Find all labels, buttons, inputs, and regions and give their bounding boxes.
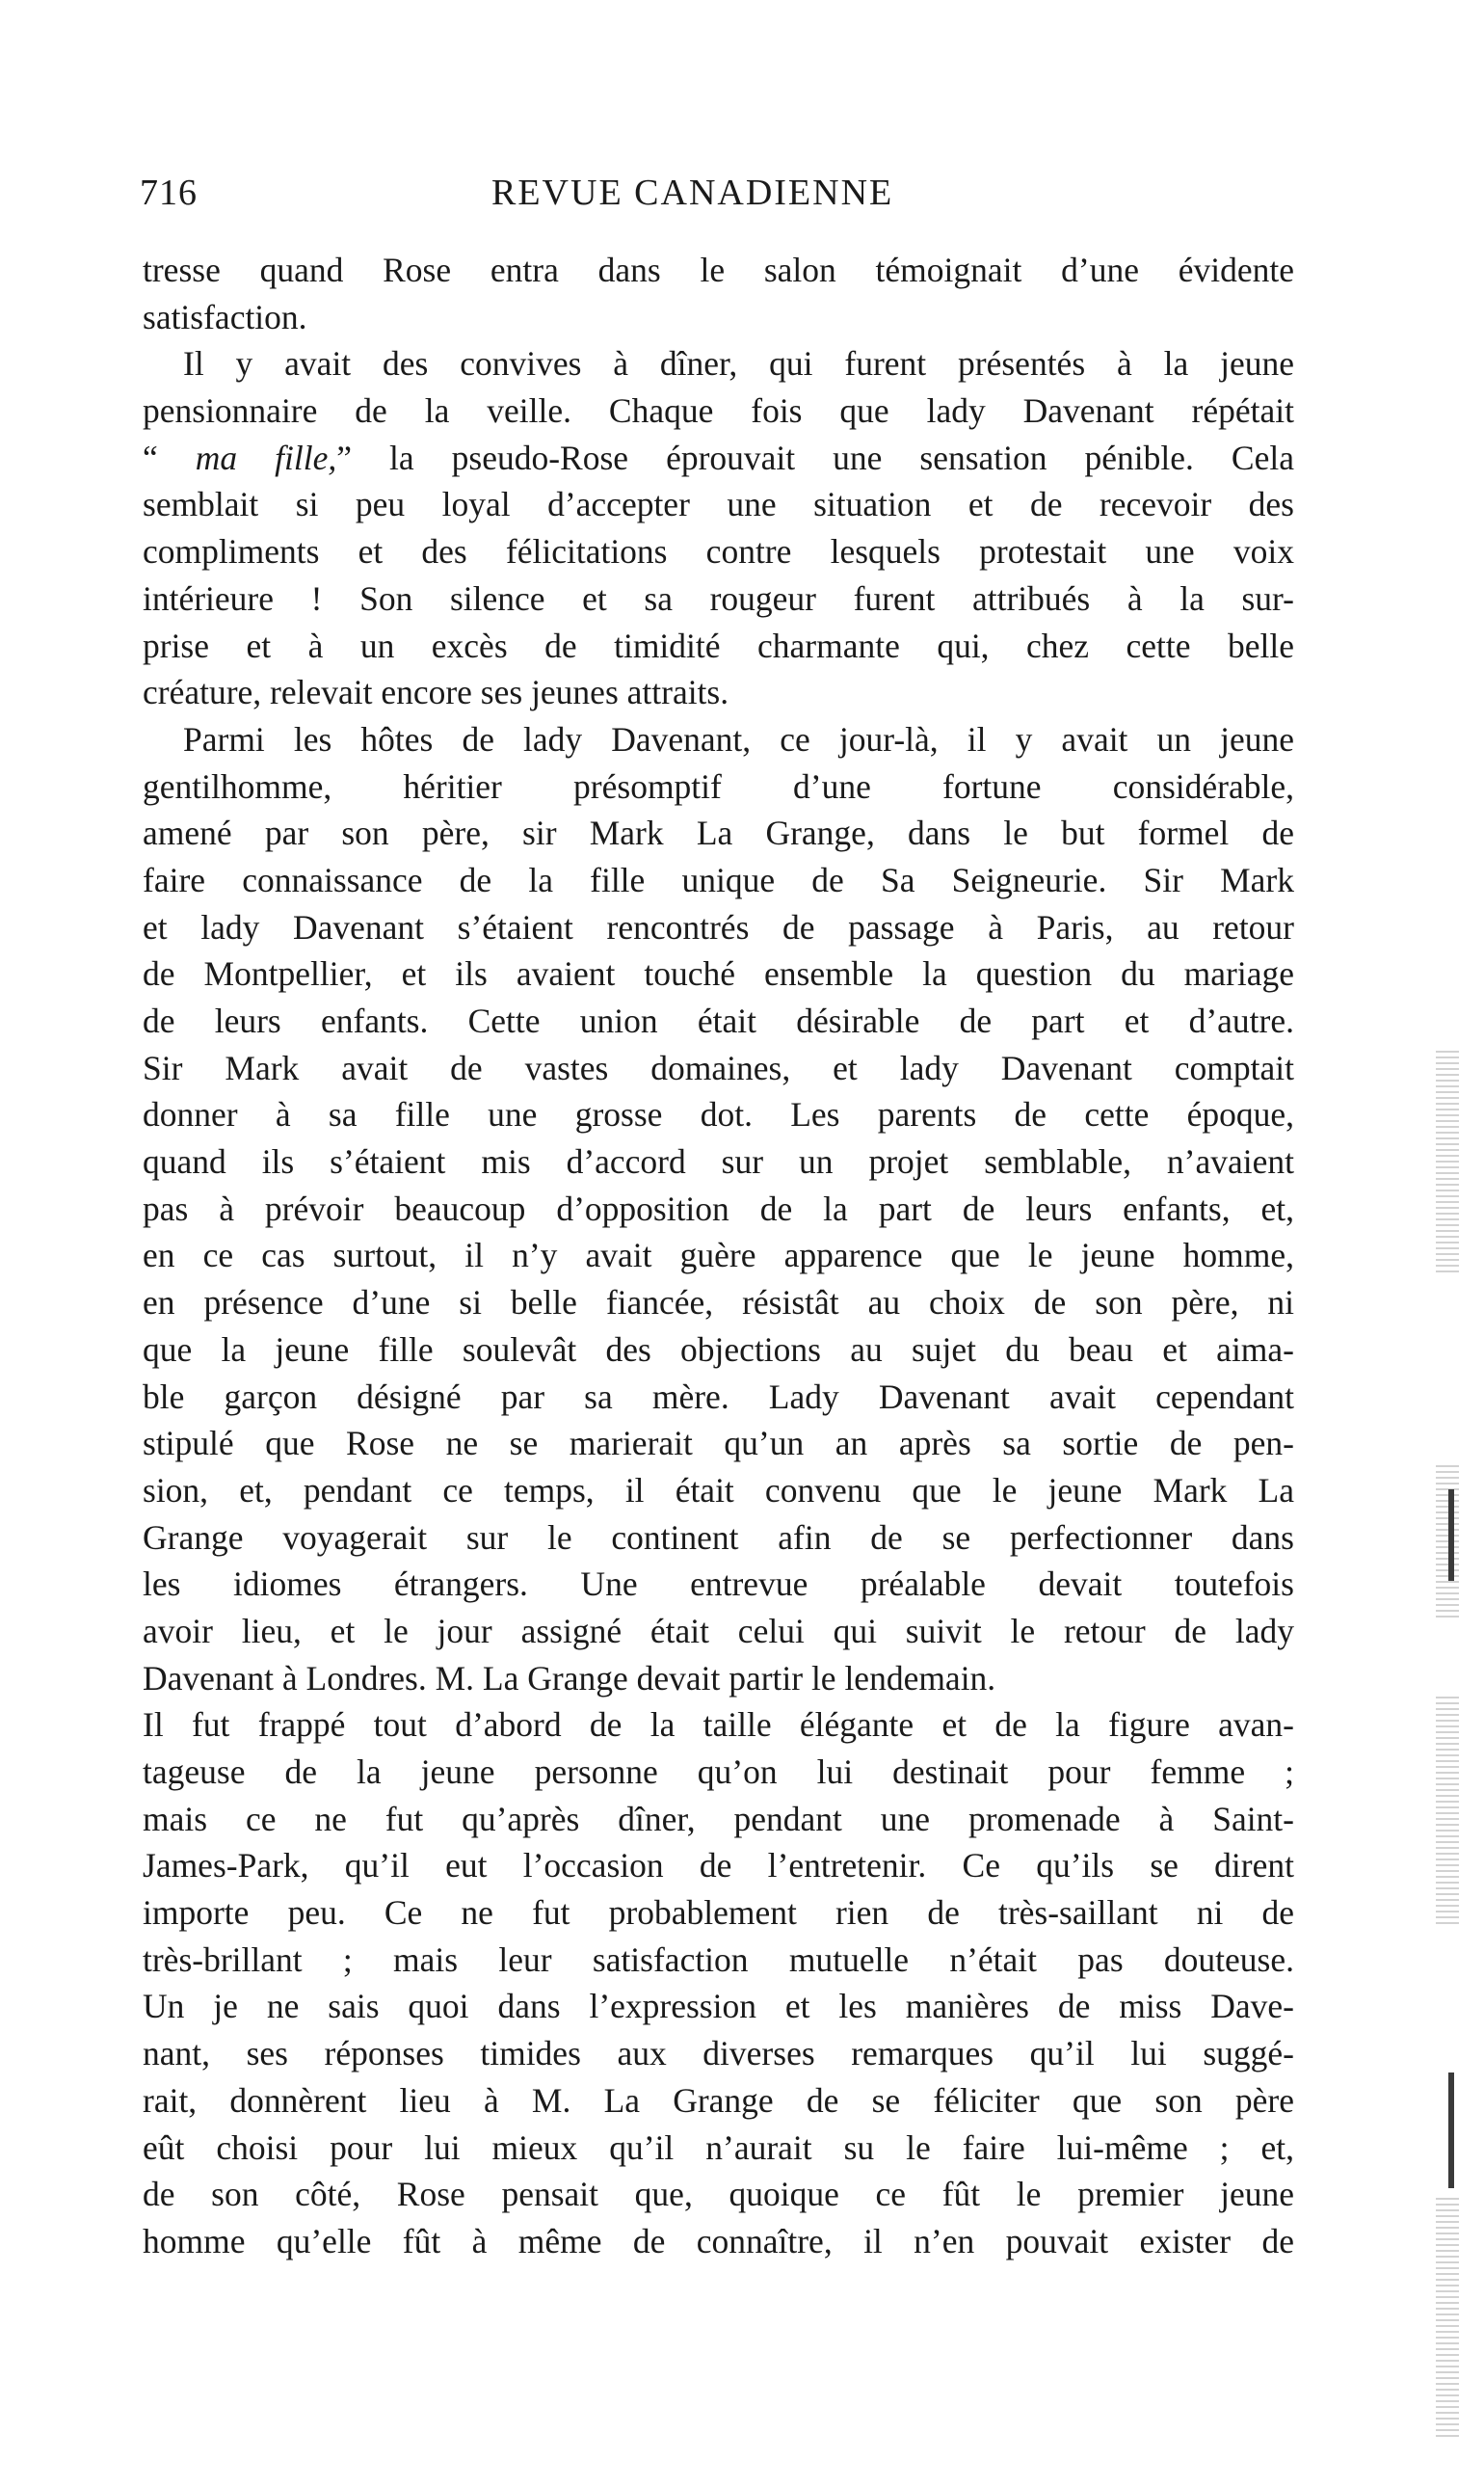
line-text: de Montpellier, et ils avaient touché ensemble la question du mariage [143, 954, 1294, 994]
text-line [143, 1091, 1294, 1138]
page-number: 716 [140, 173, 198, 213]
text-line [143, 340, 1294, 388]
line-text: pas à prévoir beaucoup d’opposition de la part de leurs enfants, et, [143, 1189, 1294, 1228]
line-text: ble garçon désigné par sa mère. Lady Davenant avait cependant [143, 1377, 1294, 1416]
text-line [143, 1420, 1294, 1467]
text-line [143, 1701, 1294, 1749]
text-line [143, 2171, 1294, 2218]
scan-artifact [1436, 1697, 1459, 1928]
line-text: satisfaction. [143, 297, 307, 336]
text-line [143, 1937, 1294, 1984]
line-text: de leurs enfants. Cette union était désirable de part et d’autre. [143, 1002, 1294, 1040]
line-text: créature, relevait encore ses jeunes attraits. [143, 673, 729, 712]
text-line [143, 575, 1294, 623]
text-line [143, 435, 1294, 482]
line-text: James-Park, qu’il eut l’occasion de l’entretenir. Ce qu’ils se dirent [143, 1846, 1294, 1885]
line-text: tageuse de la jeune personne qu’on lui destinait pour femme ; [143, 1752, 1294, 1791]
line-text: stipulé que Rose ne se marierait qu’un an après sa sortie de pen- [143, 1424, 1294, 1463]
text-line [143, 763, 1294, 811]
line-text: donner à sa fille une grosse dot. Les parents de cette époque, [143, 1095, 1294, 1135]
line-text: Grange voyagerait sur le continent afin de se perfectionner dans [143, 1517, 1294, 1557]
text-line [143, 1374, 1294, 1421]
text-line [143, 1749, 1294, 1796]
line-text: quand ils s’étaient mis d’accord sur un projet semblable, n’avaient [143, 1142, 1294, 1182]
line-text: de son côté, Rose pensait que, quoique ce fût le premier jeune [143, 2175, 1294, 2214]
line-text: Sir Mark avait de vastes domaines, et lady Davenant comptait [143, 1048, 1294, 1087]
text-line [143, 2077, 1294, 2125]
line-text: en ce cas surtout, il n’y avait guère apparence que le jeune homme, [143, 1236, 1294, 1275]
text-line [143, 1045, 1294, 1092]
text-line [143, 1186, 1294, 1233]
scan-artifact [1436, 2198, 1459, 2439]
text-line [143, 716, 1294, 763]
scan-artifact [1436, 1465, 1459, 1619]
line-text: que la jeune fille soulevât des objections au sujet du beau et aima- [143, 1329, 1294, 1369]
text-line [143, 1983, 1294, 2030]
line-text: rait, donnèrent lieu à M. La Grange de se féliciter que son père [143, 2080, 1294, 2120]
line-text: Parmi les hôtes de lady Davenant, ce jour-là, il y avait un jeune [183, 719, 1294, 759]
text-line [143, 1232, 1294, 1279]
line-text: gentilhomme, héritier présomptif d’une fortune considérable, [143, 766, 1294, 806]
text-line [143, 1326, 1294, 1374]
text-line [143, 1514, 1294, 1562]
line-text: semblait si peu loyal d’accepter une situation et de recevoir des [143, 485, 1294, 524]
line-text: intérieure ! Son silence et sa rougeur furent attribués à la sur- [143, 578, 1294, 618]
line-text: très-brillant ; mais leur satisfaction mutuelle n’était pas douteuse. [143, 1939, 1294, 1979]
line-text: nant, ses réponses timides aux diverses remarques qu’il lui suggé- [143, 2034, 1294, 2073]
text-line [143, 669, 1294, 716]
text-line [143, 2218, 1294, 2265]
line-text: Il fut frappé tout d’abord de la taille élégante et de la figure avan- [143, 1705, 1294, 1745]
text-line [143, 623, 1294, 670]
text-line [143, 857, 1294, 904]
text-line [143, 528, 1294, 575]
line-text: faire connaissance de la fille unique de Sa Seigneurie. Sir Mark [143, 860, 1294, 899]
line-text: Un je ne sais quoi dans l’expression et les manières de miss Dave- [143, 1987, 1294, 2026]
text-line [143, 1608, 1294, 1655]
line-text: en présence d’une si belle fiancée, résistât au choix de son père, ni [143, 1283, 1294, 1323]
line-text: pensionnaire de la veille. Chaque fois que lady Davenant répétait [143, 391, 1294, 431]
line-text: sion, et, pendant ce temps, il était convenu que le jeune Mark La [143, 1470, 1294, 1510]
line-text: amené par son père, sir Mark La Grange, dans le but formel de [143, 814, 1294, 853]
line-text: Davenant à Londres. M. La Grange devait partir le lendemain. [143, 1658, 996, 1698]
text-line [143, 1796, 1294, 1843]
text-line [143, 247, 1294, 294]
line-text: les idiomes étrangers. Une entrevue préalable devait toutefois [143, 1564, 1294, 1604]
line-text: Il y avait des convives à dîner, qui furent présentés à la jeune [183, 344, 1294, 384]
quote-open: “ [143, 438, 196, 477]
scan-artifact [1448, 1489, 1454, 1581]
body-text [143, 247, 1294, 2265]
scan-artifact [1448, 2072, 1454, 2188]
line-text: ” la pseudo-Rose éprouvait une sensation pénible. Cela [336, 438, 1294, 477]
text-line [143, 2125, 1294, 2172]
line-text: importe peu. Ce ne fut probablement rien de très-saillant ni de [143, 1893, 1294, 1933]
text-line [143, 481, 1294, 528]
line-text: tresse quand Rose entra dans le salon témoignait d’une évidente [143, 251, 1294, 289]
page-header [140, 172, 1296, 229]
line-text: compliments et des félicitations contre lesquels protestait une voix [143, 532, 1294, 572]
text-line [143, 810, 1294, 857]
text-line [143, 1467, 1294, 1514]
text-line [143, 950, 1294, 998]
text-line [143, 1279, 1294, 1326]
text-line [143, 1561, 1294, 1608]
text-line [143, 1655, 1294, 1702]
line-text: et lady Davenant s’étaient rencontrés de passage à Paris, au retour [143, 907, 1294, 947]
running-title: REVUE CANADIENNE [491, 173, 894, 213]
scan-artifact [1436, 1051, 1459, 1272]
line-text: homme qu’elle fût à même de connaître, il n’en pouvait exister de [143, 2221, 1294, 2260]
italic-phrase: ma fille, [195, 438, 337, 477]
text-line [143, 1138, 1294, 1186]
text-line [143, 2030, 1294, 2077]
text-line [143, 904, 1294, 951]
line-text: prise et à un excès de timidité charmante qui, chez cette belle [143, 626, 1294, 665]
text-line [143, 388, 1294, 435]
text-line [143, 998, 1294, 1045]
text-line [143, 1842, 1294, 1889]
text-line [143, 294, 1294, 341]
line-text: avoir lieu, et le jour assigné était celui qui suivit le retour de lady [143, 1611, 1294, 1650]
line-text: mais ce ne fut qu’après dîner, pendant une promenade à Saint- [143, 1799, 1294, 1838]
text-line [143, 1889, 1294, 1937]
line-text: eût choisi pour lui mieux qu’il n’aurait su le faire lui-même ; et, [143, 2127, 1294, 2167]
